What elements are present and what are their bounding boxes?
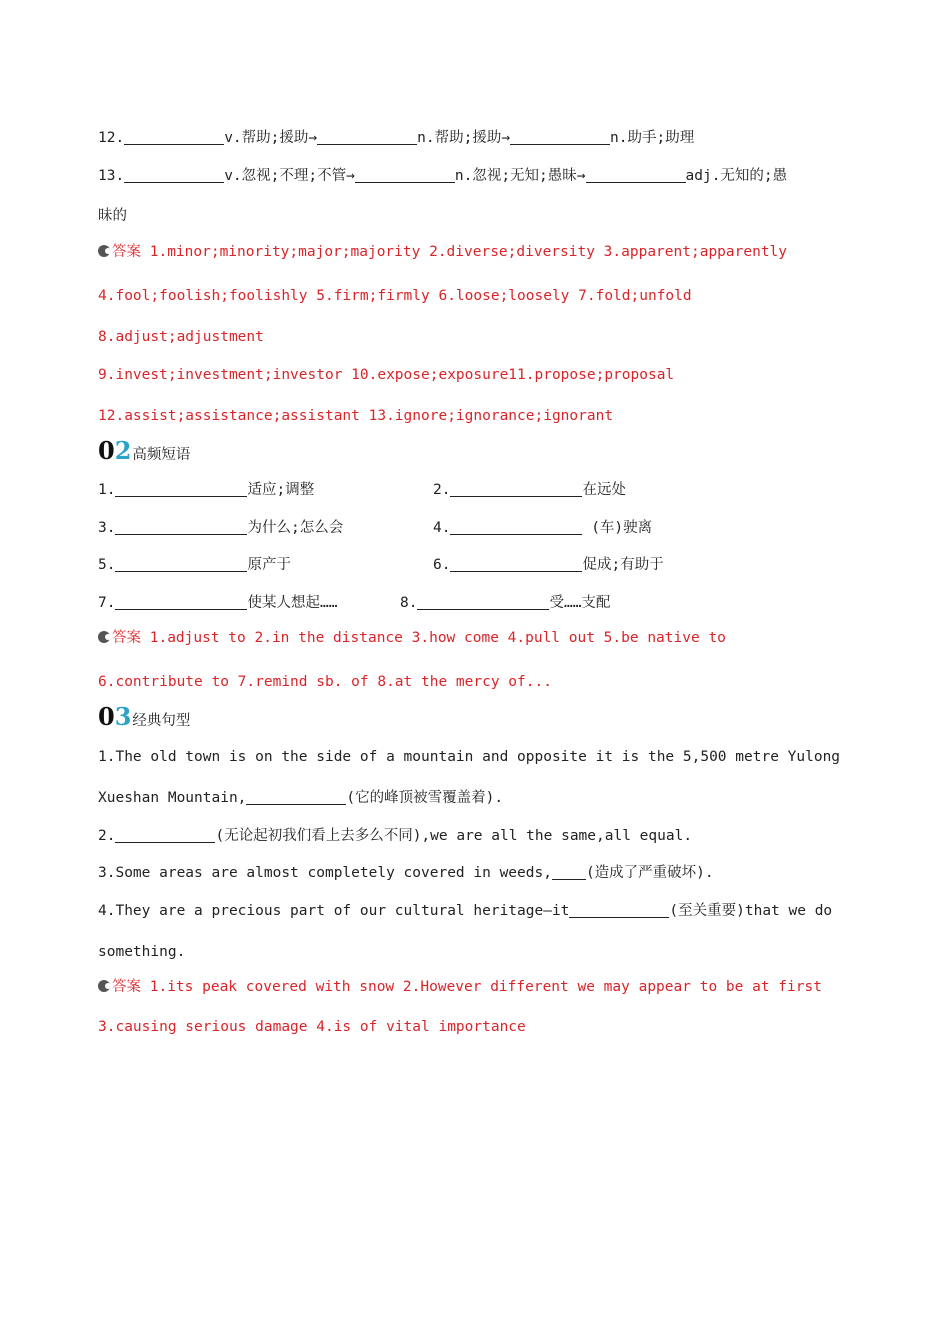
sentence-2	[98, 826, 692, 846]
sentence-4	[98, 901, 832, 921]
phrase-item	[98, 518, 343, 538]
item-number: 2.	[433, 482, 451, 498]
item-text: v.帮助;援助→	[224, 130, 318, 146]
blank-field[interactable]	[552, 865, 586, 880]
answer-icon	[98, 631, 110, 643]
item-text: (造成了严重破坏).	[585, 865, 714, 881]
blank-field[interactable]	[510, 130, 610, 145]
blank-field[interactable]	[115, 557, 247, 572]
sentence-1-cont	[98, 788, 503, 808]
blank-field[interactable]	[124, 168, 224, 183]
item-number: 7.	[98, 595, 116, 611]
item-text: n.助手;助理	[610, 130, 695, 146]
blank-field[interactable]	[586, 168, 686, 183]
answer-line: 3.causing serious damage 4.is of vital importance	[98, 1019, 526, 1035]
item-text: adj.无知的;愚	[685, 168, 788, 184]
phrase-item	[433, 555, 664, 575]
blank-field[interactable]	[569, 903, 669, 918]
answer-label: 答案	[112, 979, 141, 995]
answer-text: 1.its peak covered with snow 2.However different we may appear to be at first	[149, 979, 822, 995]
section-heading	[98, 702, 190, 731]
blank-field[interactable]	[124, 130, 224, 145]
blank-field[interactable]	[115, 595, 247, 610]
item-number: 5.	[98, 557, 116, 573]
blank-field[interactable]	[450, 557, 582, 572]
answer-line: 4.fool;foolish;foolishly 5.firm;firmly 6.loose;loosely 7.fold;unfold	[98, 288, 692, 304]
item-text: 原产于	[247, 557, 291, 573]
blank-field[interactable]	[450, 482, 582, 497]
section-title: 经典句型	[132, 713, 191, 729]
item-text: 4.They are a precious part of our cultural heritage—it	[98, 903, 570, 919]
blank-field[interactable]	[115, 828, 215, 843]
answer-icon	[98, 245, 110, 257]
item-text: 为什么;怎么会	[247, 520, 344, 536]
phrase-item	[400, 593, 610, 613]
answer-line: 8.adjust;adjustment	[98, 329, 264, 345]
section-number-accent: 3	[114, 702, 132, 731]
answer-line: 12.assist;assistance;assistant 13.ignore;ignorance;ignorant	[98, 408, 614, 424]
item-text: 适应;调整	[247, 482, 315, 498]
section-heading	[98, 436, 190, 465]
item-number: 13.	[98, 168, 125, 184]
item-text: 2.	[98, 828, 116, 844]
blank-field[interactable]	[355, 168, 455, 183]
blank-field[interactable]	[417, 595, 549, 610]
item-text: (它的峰顶被雪覆盖着).	[346, 790, 504, 806]
section-number-accent: 2	[114, 436, 132, 465]
section-number: 0	[98, 436, 115, 465]
phrase-item	[433, 518, 652, 538]
sentence-4-cont: something.	[98, 944, 186, 960]
item-text: (车)驶离	[582, 520, 653, 536]
answer-line: 6.contribute to 7.remind sb. of 8.at the mercy of...	[98, 674, 552, 690]
blank-field[interactable]	[115, 482, 247, 497]
item-text: (至关重要)that we do	[669, 903, 833, 919]
item-number: 3.	[98, 520, 116, 536]
phrase-item	[98, 593, 337, 613]
blank-field[interactable]	[246, 790, 346, 805]
section-title: 高频短语	[132, 447, 191, 463]
phrase-item	[433, 480, 626, 500]
item-text: n.忽视;无知;愚昧→	[454, 168, 586, 184]
answer-icon	[98, 980, 110, 992]
section-number: 0	[98, 702, 115, 731]
vocab-item-12	[98, 128, 694, 148]
answer-label: 答案	[112, 244, 141, 260]
item-number: 8.	[400, 595, 418, 611]
blank-field[interactable]	[317, 130, 417, 145]
item-number: 6.	[433, 557, 451, 573]
item-text: 在远处	[582, 482, 626, 498]
answer-line	[98, 628, 726, 648]
item-text: 3.Some areas are almost completely covered in weeds,	[98, 865, 552, 881]
phrase-item	[98, 480, 314, 500]
item-number: 12.	[98, 130, 125, 146]
answer-text: 1.adjust to 2.in the distance 3.how come 4.pull out 5.be native to	[149, 630, 726, 646]
item-number: 4.	[433, 520, 451, 536]
item-text: v.忽视;不理;不管→	[224, 168, 355, 184]
answer-line	[98, 242, 787, 262]
answer-text: 1.minor;minority;major;majority 2.diverse;diversity 3.apparent;apparently	[149, 244, 788, 260]
blank-field[interactable]	[450, 520, 582, 535]
item-text: 促成;有助于	[582, 557, 664, 573]
answer-label: 答案	[112, 630, 141, 646]
item-number: 1.	[98, 482, 116, 498]
item-text: Xueshan Mountain,	[98, 790, 247, 806]
vocab-item-13-cont: 昧的	[98, 208, 127, 224]
vocab-item-13	[98, 166, 787, 186]
item-text: 使某人想起……	[247, 595, 338, 611]
answer-line	[98, 977, 822, 997]
phrase-item	[98, 555, 291, 575]
item-text: (无论起初我们看上去多么不同),we are all the same,all equal.	[215, 828, 693, 844]
blank-field[interactable]	[115, 520, 247, 535]
answer-line: 9.invest;investment;investor 10.expose;exposure11.propose;proposal	[98, 367, 675, 383]
item-text: 受……支配	[549, 595, 611, 611]
sentence-1: 1.The old town is on the side of a mountain and opposite it is the 5,500 metre Yulong	[98, 749, 841, 765]
item-text: n.帮助;援助→	[417, 130, 511, 146]
sentence-3	[98, 863, 714, 883]
